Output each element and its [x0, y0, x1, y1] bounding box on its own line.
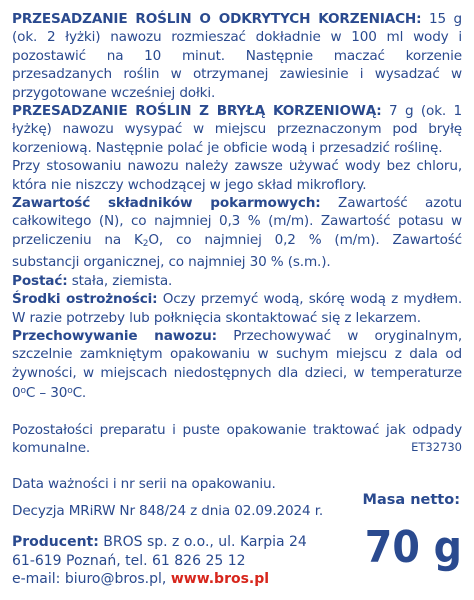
heading-storage: Przechowywanie nawozu: [12, 327, 217, 344]
net-mass-label: Masa netto: [362, 492, 460, 508]
producer-label: Producent: [12, 534, 99, 550]
chlorine-note: Przy stosowaniu nawozu należy zawsze używać wody bez chloru, która nie niszczy wchodzącej w jego skład mikroflory. [12, 158, 462, 193]
storage-text-end: C. [72, 385, 87, 402]
precautions-section [12, 290, 462, 327]
storage-section [12, 327, 462, 403]
producer-line-2: 61-619 Poznań, tel. 61 826 25 12 [12, 552, 246, 569]
expiry-note: Data ważności i nr serii na opakowaniu. [12, 476, 276, 493]
producer-website-link[interactable]: www.bros.pl [170, 571, 270, 588]
degree-mark-1: o [20, 386, 26, 397]
text-open-roots: 15 g (ok. 2 łyżki) nawozu rozmieszać dokładnie w 100 ml wody i pozostawić na 10 minut. Następnie maczać korzenie przesadzanych roślin w otrzymanej zawiesinie i wysadzać w przygotowane wcześniej dołki. [12, 11, 462, 101]
decision-note: Decyzja MRiRW Nr 848/24 z dnia 02.09.2024 r. [12, 502, 324, 519]
heading-nutrients: Zawartość składników pokarmowych: [12, 195, 321, 212]
heading-precautions: Środki ostrożności: [12, 291, 158, 308]
instruction-root-ball [12, 102, 462, 157]
potassium-subscript: 2 [142, 238, 149, 249]
producer-address: BROS sp. z o.o., ul. Karpia 24 [103, 534, 307, 550]
degree-mark-2: o [67, 386, 73, 397]
storage-text: Przechowywać w oryginalnym, szczelnie zamkniętym opakowaniu w suchym miejscu z dala od żywności, w miejscach niedostępnych dla dzieci, w temperaturze 0 [12, 327, 462, 402]
nutrients-text-a: Zawartość azotu całkowitego (N), co najmniej 0,3 % (m/m). Zawartość potasu w przeliczeniu na K [12, 195, 463, 248]
heading-root-ball: PRZESADZANIE ROŚLIN Z BRYŁĄ KORZENIOWĄ: [12, 103, 382, 120]
batch-code: ET32730 [411, 440, 462, 454]
producer-block [12, 533, 307, 589]
waste-note: Pozostałości preparatu i puste opakowanie traktować jak odpady komunalne. [12, 421, 462, 456]
nutrients-text-b: O, co najmniej 0,2 % (m/m). Zawartość substancji organicznej, co najmniej 30 % (s.m.). [12, 231, 462, 271]
instruction-open-roots [12, 10, 462, 102]
heading-open-roots: PRZESADZANIE ROŚLIN O ODKRYTYCH KORZENIACH: [12, 11, 422, 27]
form-section [12, 272, 462, 290]
storage-text-mid: C – 30 [25, 385, 68, 402]
form-text: stała, ziemista. [71, 272, 173, 289]
net-mass-value: 70 g [364, 522, 462, 573]
producer-email: e-mail: biuro@bros.pl, [12, 571, 167, 588]
precautions-text: Oczy przemyć wodą, skórę wodą z mydłem. W razie potrzeby lub połknięcia skontaktować się z lekarzem. [12, 291, 463, 326]
nutrients-section [12, 194, 462, 272]
heading-form: Postać: [12, 272, 68, 289]
text-root-ball: 7 g (ok. 1 łyżkę) nawozu wysypać w miejscu przeznaczonym pod bryłę korzeniową. Następnie polać je obficie wodą i przesadzić roślinę. [12, 103, 463, 156]
producer-line-3 [12, 570, 307, 589]
producer-line-1 [12, 533, 307, 552]
